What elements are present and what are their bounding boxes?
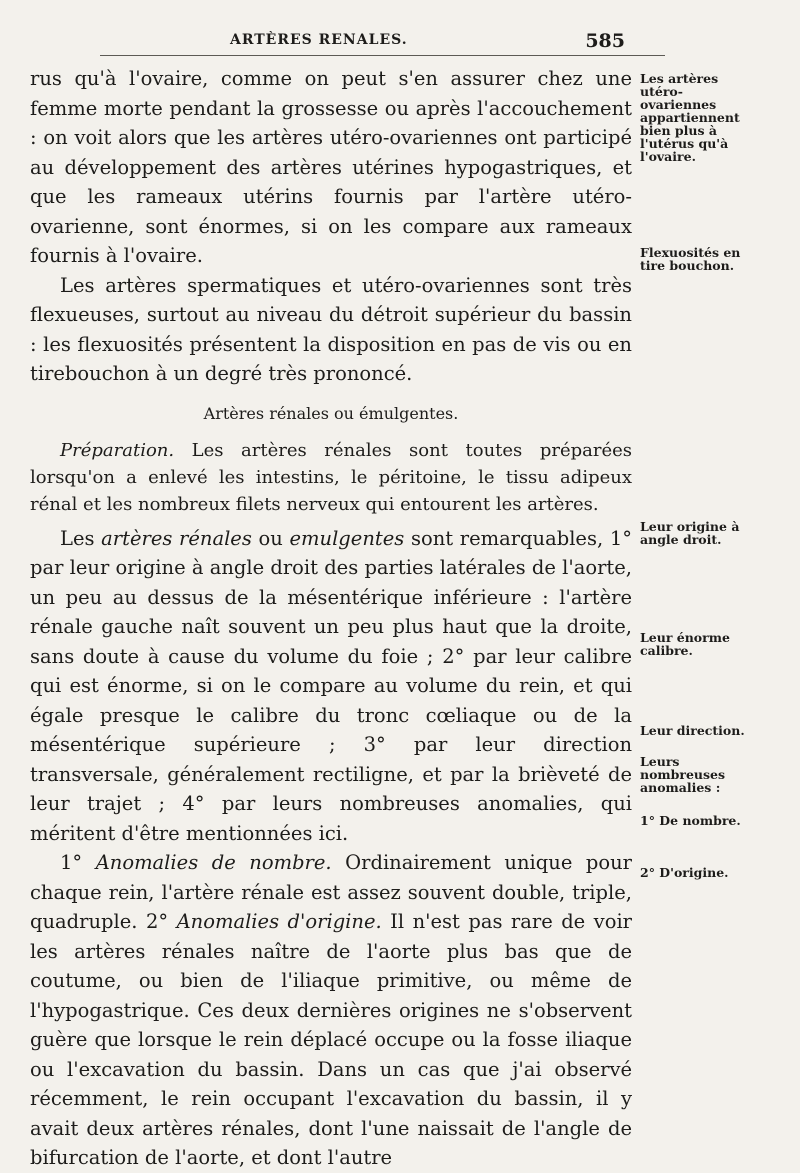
- preparation-label: Préparation.: [60, 439, 175, 461]
- running-title: ARTÈRES RENALES.: [230, 32, 408, 48]
- term-anomalies-number: Anomalies de nombre.: [95, 851, 332, 874]
- margin-note-anomalies: Leurs nombreuses anomalies :: [640, 754, 726, 795]
- p4-text-c: sont remarquables, 1° par leur origine à angle droit des parties latérales de l'aorte, un peu au dessus de la mésentérique inférieure : l'artère rénale gauche naît souvent un peu plus haut que la droite, sans doute à cause du volume du foie ; 2° par leur calibre qui est énorme, si on le compare au volume du rein, et qui égale presque le calibre du tronc cœliaque ou de la mésentérique supérieure ; 3° par leur direction transversale, généralement rectiligne, et par la brièveté de leur trajet ; 4° par leurs nombreuses anomalies, qui méritent d'être mentionnées ici.: [30, 526, 632, 845]
- p4-text-b: ou: [251, 526, 290, 550]
- term-anomalies-origin: Anomalies d'origine.: [176, 910, 382, 933]
- paragraph-flexuosities: Les artères spermatiques et utéro-ovariennes sont très flexueuses, surtout au niveau du détroit supérieur du bassin : les flexuosités présentent la disposition en pas de vis ou en tirebouchon à un degré très prononcé.: [30, 273, 632, 385]
- paragraph-anomalies: [30, 848, 632, 1173]
- p5-text-c: Il n'est pas rare de voir les artères rénales naître de l'aorte plus bas que de coutume, ou bien de l'iliaque primitive, ou même de l'hypogastrique. Ces deux dernières origines ne s'observent guère que lorsque le rein déplacé occupe ou la fosse iliaque ou l'excavation du bassin. Dans un cas que j'ai observé récemment, le rein occupant l'excavation du bassin, il y avait deux artères rénales, dont l'une naissait de l'angle de bifurcation de l'aorte, et dont l'autre: [30, 910, 632, 1169]
- p5-text-b: Ordinairement unique pour chaque rein, l'artère rénale est assez souvent double, triple, quadruple. 2°: [30, 851, 632, 933]
- margin-note-origin: Leur origine à angle droit.: [640, 519, 740, 547]
- header-rule: [100, 55, 665, 56]
- page-header: [230, 30, 625, 56]
- margin-note-direction: Leur direction.: [640, 723, 745, 738]
- p5-text-a: 1°: [60, 851, 96, 874]
- term-renal-arteries: artères rénales: [101, 526, 252, 550]
- section-heading: Artères rénales ou émulgentes.: [203, 403, 459, 423]
- paragraph-preparation: [30, 437, 632, 518]
- page-number: 585: [585, 30, 625, 52]
- margin-note-origin-anomaly: 2° D'origine.: [640, 865, 729, 880]
- p4-text-a: Les: [60, 526, 102, 550]
- margin-note-flexuosities: Flexuosités en tire bouchon.: [640, 245, 741, 273]
- margin-note-calibre: Leur énorme calibre.: [640, 630, 730, 658]
- main-text: [30, 64, 632, 1173]
- margin-note-number: 1° De nombre.: [640, 813, 741, 828]
- margin-note-utero-ovarian: Les artères utéro-ovariennes appartiennent bien plus à l'utérus qu'à l'ovaire.: [640, 71, 740, 164]
- paragraph-continued: rus qu'à l'ovaire, comme on peut s'en assurer chez une femme morte pendant la grossesse ou après l'accouchement : on voit alors que les artères utéro-ovariennes ont participé au développement des artères utérines hypogastriques, et que les rameaux utérins fournis par l'artère utéro-ovarienne, sont énormes, si on les compare aux rameaux fournis à l'ovaire.: [30, 67, 632, 267]
- preparation-text: Les artères rénales sont toutes préparées lorsqu'on a enlevé les intestins, le péritoine, le tissu adipeux rénal et les nombreux filets nerveux qui entourent les artères.: [30, 439, 632, 515]
- term-emulgentes: emulgentes: [289, 526, 405, 550]
- paragraph-renal-arteries: [30, 524, 632, 849]
